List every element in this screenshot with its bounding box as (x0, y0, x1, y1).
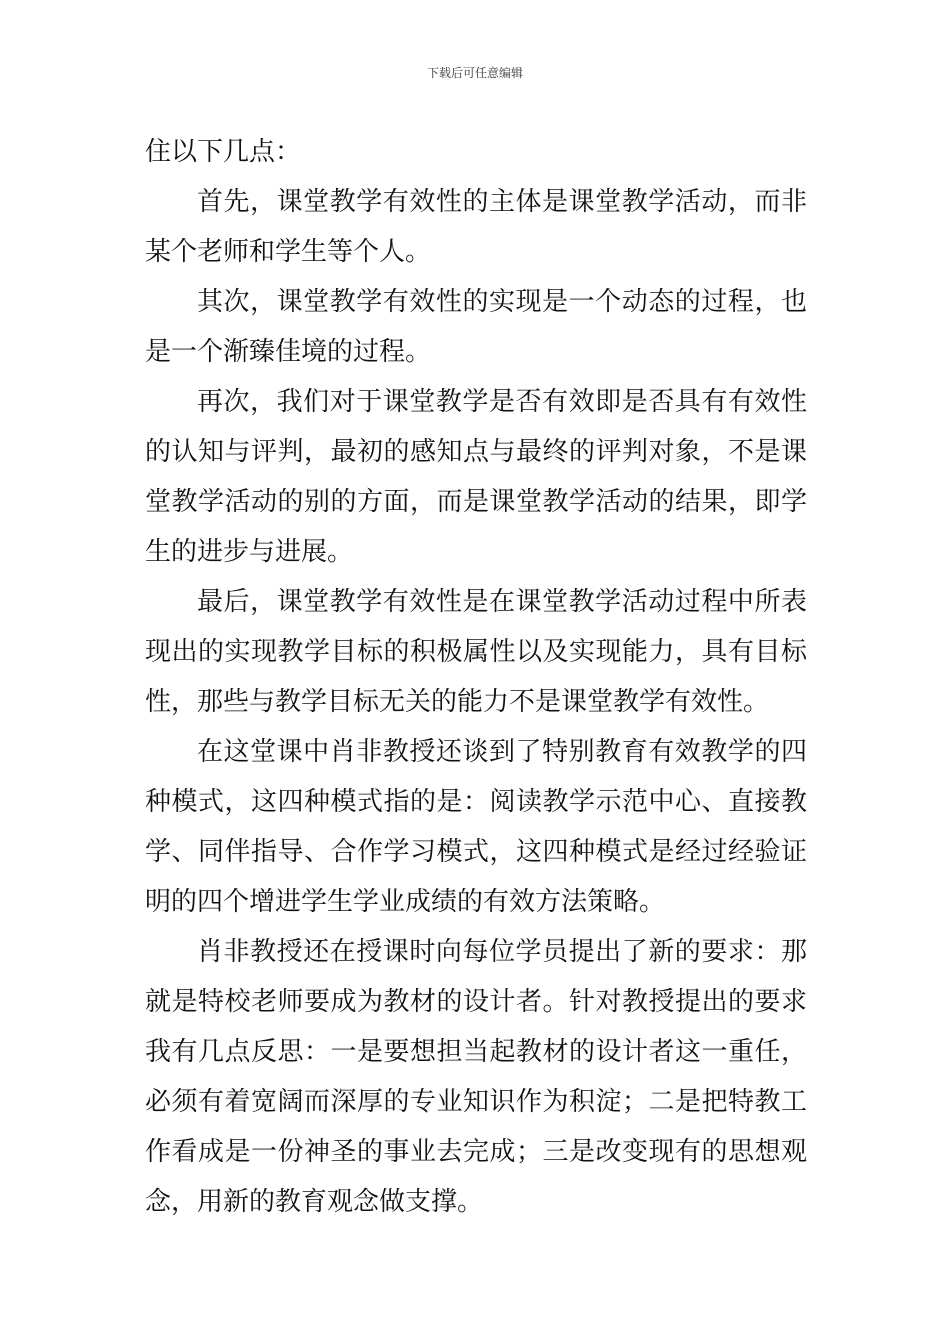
paragraph-continuation: 住以下几点： (145, 137, 302, 167)
page-header: 下载后可任意编辑 (426, 66, 523, 80)
paragraph-reflection: 肖非教授还在授课时向每位学员提出了新的要求：那就是特校老师要成为教材的设计者。针对教授提出的要求我有几点反思：一是要想担当起教材的设计者这一重任，必须有着宽阔而深厚的专业知识作为积淀；二是把特教工作看成是一份神圣的事业去完成；三是改变现有的思想观念，用新的教育观念做支撑。 (145, 937, 807, 1217)
paragraph-finally: 最后，课堂教学有效性是在课堂教学活动过程中所表现出的实现教学目标的积极属性以及实现能力，具有目标性，那些与教学目标无关的能力不是课堂教学有效性。 (145, 587, 807, 717)
paragraph-secondly: 其次，课堂教学有效性的实现是一个动态的过程，也是一个渐臻佳境的过程。 (145, 287, 807, 367)
paragraph-thirdly: 再次，我们对于课堂教学是否有效即是否具有有效性的认知与评判，最初的感知点与最终的评判对象，不是课堂教学活动的别的方面，而是课堂教学活动的结果，即学生的进步与进展。 (145, 387, 807, 567)
document-body (145, 127, 807, 1227)
paragraph-four-models: 在这堂课中肖非教授还谈到了特别教育有效教学的四种模式，这四种模式指的是：阅读教学示范中心、直接教学、同伴指导、合作学习模式，这四种模式是经过经验证明的四个增进学生学业成绩的有效方法策略。 (145, 737, 807, 917)
paragraph-firstly: 首先，课堂教学有效性的主体是课堂教学活动，而非某个老师和学生等个人。 (145, 187, 807, 267)
